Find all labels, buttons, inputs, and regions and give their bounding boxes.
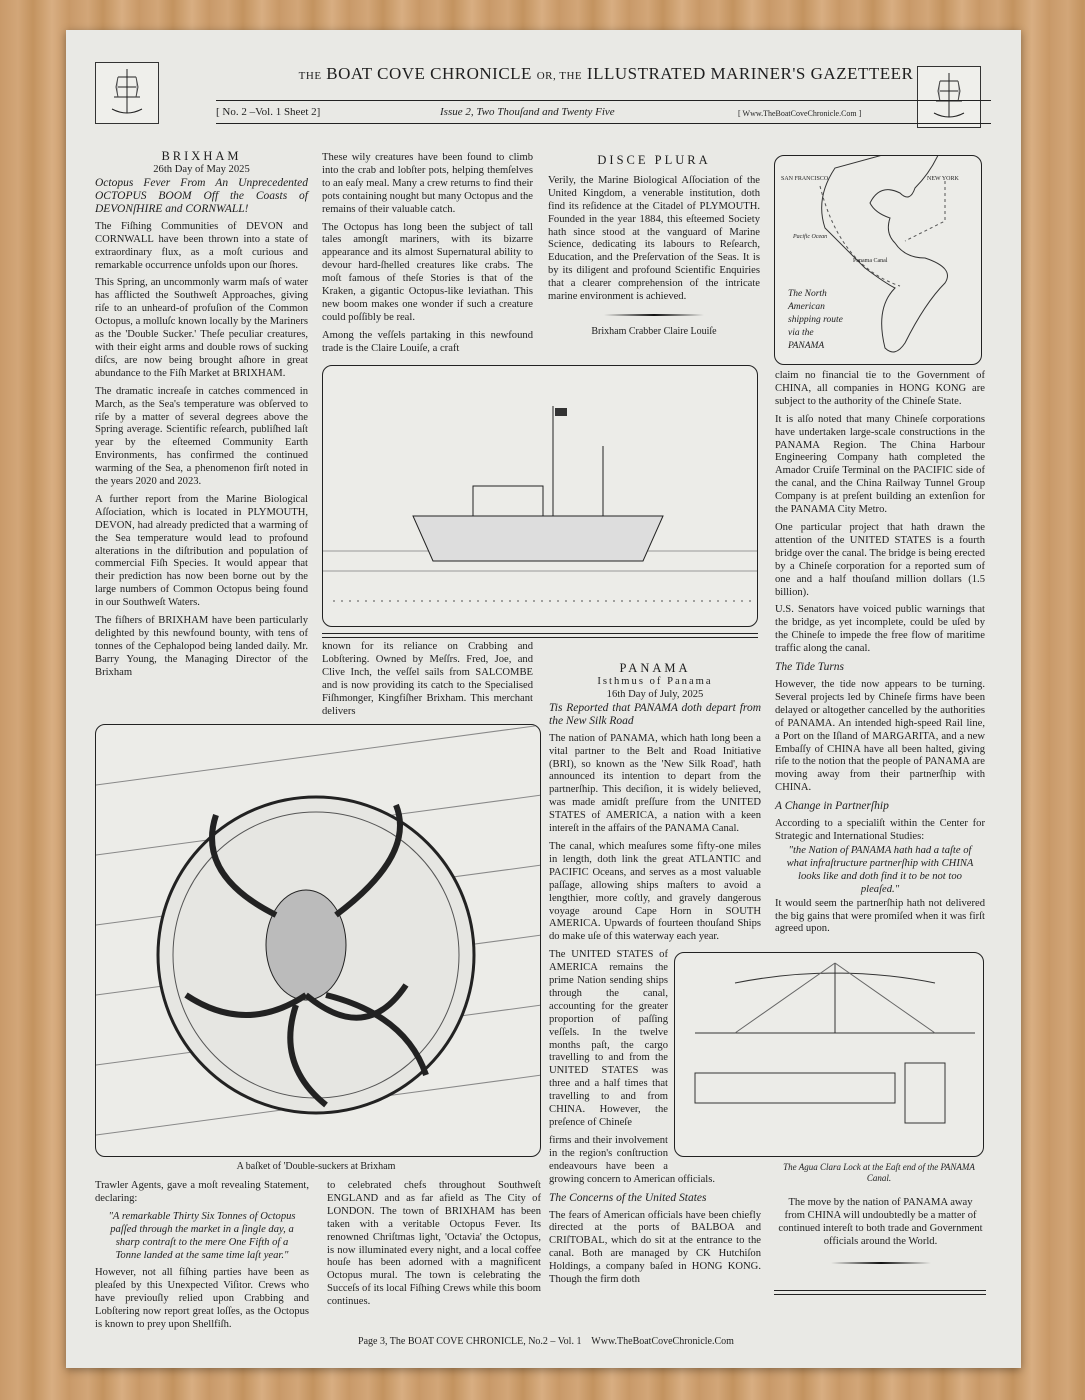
flourish-divider <box>831 1262 931 1264</box>
paragraph: known for its reliance on Crabbing and Lobſtering. Owned by Meſſrs. Fred, Joe, and Clive Inch, the veſſel sails from SALCOMBE and is now providing its catch to the Specialised Fiſhmonger, Kingfiſher Brixham. This merchant delivers <box>322 641 533 717</box>
paragraph: These wily creatures have been found to climb into the crab and lobſter pots, helping themſelves to an eaſy meal. Many a crew returns to find their pots containing nought but many Octopus and the remains of their valuable catch. <box>322 152 533 215</box>
brixham-continued <box>95 1180 309 1337</box>
paragraph: The fiſhers of BRIXHAM have been particularly delighted by this newfound bounty, with tens of tonnes of the Cephalopod being landed daily. Mr. Barry Young, the Managing Director of the Brixham <box>95 615 308 678</box>
canal-caption: The Agua Clara Lock at the Eaſt end of the PANAMA Canal. <box>783 1162 975 1184</box>
sailing-ship-logo-left <box>95 62 159 124</box>
boat-illustration <box>322 365 758 627</box>
header-rule <box>216 123 991 124</box>
paragraph: The fears of American officials have been chiefly directed at the ports of BALBOA and CRIſTOBAL, which do sit at the entrance to the canal. Both are managed by CK Hutchiſon Holdings, a company baſed in HONG KONG. Though the firm doth <box>549 1209 761 1286</box>
disce-heading: DISCE PLURA <box>597 153 711 167</box>
brixham-continued <box>322 641 533 723</box>
paragraph: The Octopus has long been the subject of tall tales amongſt mariners, with its bizarre appearance and its almost Supernatural ability to devour hard-ſhelled creatures like crabs. The moſt famous of theſe Stories is that of the Kraken, a gigantic Octopus-like leviathan. This new boom makes one wonder if such a creature could poſſibly be real. <box>322 221 533 323</box>
title-sub: ILLUSTRATED MARINER'S GAZETTEER <box>586 64 914 83</box>
paragraph: However, the tide now appears to be turning. Several projects led by Chineſe firms have been delayed or altogether cancelled by the authorities of PANAMA. An intended high-speed Rail line, a Port on the Iſland of MARGARITA, and a new Embaſſy of CHINA have all been halted, giving riſe to the notion that the people of PANAMA are moving away from their partnerſhip with CHINA. <box>775 679 985 794</box>
article-headline: Octopus Fever From An Unprecedented OCTOPUS BOOM Off the Coasts of DEVONſHIRE and CORNWALL! <box>95 176 308 215</box>
map-label: Pacific Ocean <box>793 234 828 240</box>
closing-text: The move by the nation of PANAMA away from CHINA will undoubtedly be a matter of continued intereſt to both trade and Government officials around the World. <box>778 1197 983 1247</box>
map-label: Panama Canal <box>853 258 888 264</box>
subheading-tide: The Tide Turns <box>775 661 845 674</box>
article-date: 26th Day of May 2025 <box>153 163 250 175</box>
paragraph: The Fiſhing Communities of DEVON and CORNWALL have been thrown into a state of extraordinary flux, as a moſt curious and remarkable occurrence unfolds upon our ſhores. <box>95 220 308 271</box>
article-heading: BRIXHAM <box>161 149 242 163</box>
paragraph: Among the veſſels partaking in this newfound trade is the Claire Louiſe, a craft <box>322 329 533 354</box>
disce-text: Verily, the Marine Biological Aſſociation of the United Kingdom, a venerable institution, doth find its reſidence at the Citadel of PLYMOUTH. Founded in the year 1884, this eſteemed Society hath since stood at the vanguard of Marine Science, dedicating its labours to Reſearch, Education, and the Preſervation of the Seas. It is by its diligent and profound Scientific Enquiries that a clearer comprehension of the intricate marine environment is achieved. <box>548 174 760 303</box>
paragraph: One particular project that hath drawn the attention of the UNITED STATES is a fourth bridge over the canal. The bridge is being erected by a Chineſe corporation for a reported sum of one and a half thouſand million dollars (1.5 billion). <box>775 521 985 598</box>
article-subheading: Isthmus of Panama <box>597 675 713 687</box>
page-footer: Page 3, The BOAT COVE CHRONICLE, No.2 – Vol. 1 Www.TheBoatCoveChronicle.Com <box>358 1336 734 1347</box>
canal-bridge-drawing <box>675 953 984 1157</box>
panama-continued <box>775 370 985 941</box>
canal-lock-figure <box>674 952 984 1247</box>
masthead-title <box>216 64 996 84</box>
paragraph: The dramatic increaſe in catches commenced in March, as the Sea's temperature was obſerved to riſe by a matter of several degrees above the Spring average. Scientific reſearch, publiſhed laſt year by the eſteemed Community Earth Environments, has confirmed the continued warming of the Sea, a phenomenon firſt noted in the years 2020 and 2023. <box>95 385 308 488</box>
map-caption: The North American shipping route via the PANAMA <box>788 289 843 351</box>
map-label: NEW YORK <box>927 176 959 182</box>
title-or: OR, THE <box>536 70 583 82</box>
double-rule <box>774 1290 986 1295</box>
boat-caption: Brixham Crabber Claire Louiſe <box>591 325 717 337</box>
issue-number: [ No. 2 –Vol. 1 Sheet 2] <box>216 106 321 118</box>
newspaper-page <box>66 30 1021 1368</box>
paragraph: The nation of PANAMA, which hath long been a vital partner to the Belt and Road Initiative (BRI), so known as the 'New Silk Road', hath announced its intention to depart from the partnerſhip. This deciſion, it is widely believed, was made amidſt preſſure from the UNITED STATES of AMERICA, a nation with a keen intereſt in the affairs of the PANAMA Canal. <box>549 732 761 835</box>
brixham-continued <box>322 152 533 361</box>
brixham-article <box>95 150 308 685</box>
paragraph: The canal, which meaſures some fifty-one miles in length, doth link the great ATLANTIC and PACIFIC Oceans, and serves as a most valuable paſſage, allowing ships maſters to avoid a lengthier, more coſtly, and gravely dangerous voyage around Cape Horn in SOUTH AMERICA. Upwards of fourteen thouſand Ships do make uſe of this waterway each year. <box>549 840 761 943</box>
octopus-illustration <box>95 724 541 1157</box>
map-label: SAN FRANCISCO <box>781 176 829 182</box>
brixham-continued <box>327 1180 541 1314</box>
title-prefix: THE <box>298 70 322 82</box>
subheading-concerns: The Concerns of the United States <box>549 1191 707 1204</box>
octopus-caption: A baſket of 'Double-suckers at Brixham <box>236 1161 396 1172</box>
article-headline: Tis Reported that PANAMA doth depart from the New Silk Road <box>549 701 761 727</box>
website: [ Www.TheBoatCoveChronicle.Com ] <box>738 109 862 118</box>
pull-quote: "the Nation of PANAMA hath had a taſte of what infraſtructure partnerſhip with CHINA looks like and doth find it to be not too pleaſed." <box>786 845 974 895</box>
paragraph: This Spring, an uncommonly warm maſs of water has afflicted the Southweſt Approaches, giving riſe to an unheard-of profuſion of the Common Octopus, a molluſc known locally by the Mariners as the 'Double Sucker.' Theſe peculiar creatures, with their eight arms and double rows of sucking diſcs, are now being brought aſhore in great abundance to the Fiſh Market at BRIXHAM. <box>95 277 309 379</box>
flourish-divider <box>604 314 704 316</box>
paragraph: A further report from the Marine Biological Aſſociation, which is located in PLYMOUTH, DEVON, had already predicted that a warming of the Sea temperature would lead to profound alterations in the diſtribution and population of commercial Fiſh Species. It would appear that their prediction has now been borne out by the large numbers of Common Octopus being found in our Southweſt Waters. <box>95 493 308 609</box>
title-main: BOAT COVE CHRONICLE <box>326 64 532 83</box>
canal-lock-illustration <box>674 952 984 1157</box>
article-date: 16th Day of July, 2025 <box>606 688 704 700</box>
issue-date: Issue 2, Two Thouſand and Twenty Five <box>440 106 615 118</box>
pull-quote: "A remarkable Thirty Six Tonnes of Octopus paſſed through the market in a ſingle day, a sharp contraſt to the mere One Fifth of a Tonne landed at the same time laſt year." <box>108 1210 296 1261</box>
sailing-ship-icon <box>96 63 158 123</box>
paragraph: Trawler Agents, gave a moſt revealing Statement, declaring: <box>95 1180 309 1204</box>
fishing-boat-drawing <box>323 366 758 627</box>
paragraph: It is alſo noted that many Chineſe corporations have undertaken large-scale constructions in the PANAMA Region. The China Harbour Engineering Company hath completed the Amador Cruiſe Terminal on the PACIFIC side of the canal, and the China Railway Tunnel Group Company is at preſent building an extenſion for the PANAMA City Metro. <box>775 413 985 516</box>
paragraph: However, not all fiſhing parties have been as pleaſed by this Unexpected Viſitor. Crews who have previouſly relied upon Crabbing and Lobſtering now report great loſſes, as the Octopus is known to prey upon Shellfiſh. <box>95 1267 309 1331</box>
map-illustration <box>774 155 982 365</box>
disce-plura-box <box>548 154 760 339</box>
paragraph: U.S. Senators have voiced public warnings that the bridge, as yet incomplete, could be uſed by the Chineſe to impede the free flow of maritime traffic along the canal. <box>775 604 985 655</box>
article-heading: PANAMA <box>619 661 691 675</box>
paragraph: The UNITED STATES of AMERICA remains the prime Nation sending ships through the canal, accounting for the greater proportion of paſſing veſſels. In the twelve months paſt, the cargo travelling to and from the UNITED STATES was three and a half times that travelling to and from CHINA. However, the preſence of Chineſe <box>549 949 668 1128</box>
octopus-basket-drawing <box>96 725 541 1157</box>
paragraph: claim no financial tie to the Government of CHINA, all companies in HONG KONG are subject to the authority of the Chineſe State. <box>775 370 985 407</box>
paragraph: to celebrated chefs throughout Southweſt ENGLAND and as far afield as The City of LONDON. The town of BRIXHAM has been taken with a veritable Octopus Fever. Its renowned Chriſtmas light, 'Octavia' the Octopus, is now illuminated every night, and a local coffee houſe has been adorned with a magnificent Octopus mural. The town is celebrating the Succeſs of its local Fiſhing Crews while this boom continues. <box>327 1180 541 1308</box>
double-rule <box>322 633 758 638</box>
header-rule <box>216 100 991 101</box>
subheading-change: A Change in Partnerſhip <box>775 800 889 813</box>
paragraph: firms and their involvement in the region's conſtruction endeavours have been a growing concern to American officials. <box>549 1134 716 1185</box>
paragraph: According to a specialiſt within the Center for Strategic and International Studies: <box>775 818 985 843</box>
paragraph: It would seem the partnerſhip hath not delivered the big gains that were promiſed when it was firſt agreed upon. <box>775 897 985 935</box>
